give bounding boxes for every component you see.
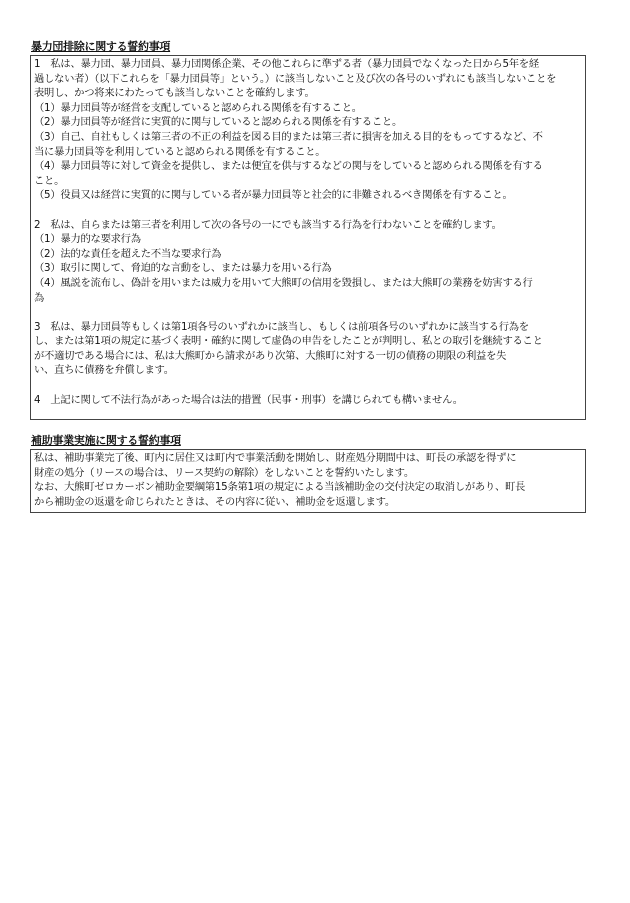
text-line: なお、大熊町ゼロカーボン補助金要綱第15条第1項の規定による当該補助金の交付決定の取消しがあり、町長 (34, 481, 526, 494)
text-line: 4 上記に関して不法行為があった場合は法的措置（民事・刑事）を講じられても構いません。 (34, 393, 463, 406)
spacer (34, 378, 582, 393)
text-line: 過しない者）（以下これらを「暴力団員等」という。）に該当しないこと及び次の各号のいずれにも該当しないことを (34, 72, 557, 85)
text-line: 私は、補助事業完了後、町内に居住又は町内で事業活動を開始し、財産処分期間中は、町長の承認を得ずに (34, 452, 517, 464)
spacer (34, 305, 582, 320)
spacer (34, 203, 582, 218)
text-line: （3）取引に関して、脅迫的な言動をし、または暴力を用いる行為 (34, 262, 332, 275)
subsidy-pledge-box (30, 449, 586, 513)
text-line: （4）風説を流布し、偽計を用いまたは威力を用いて大熊町の信用を毀損し、または大熊町の業務を妨害する行 (34, 276, 533, 289)
text-line: から補助金の返還を命じられたときは、その内容に従い、補助金を返還します。 (34, 495, 395, 508)
text-line: こと。 (34, 174, 65, 187)
text-line: （1）暴力的な要求行為 (34, 233, 141, 246)
section-title-antisocial-pledge: 暴力団排除に関する誓約事項 (31, 40, 171, 53)
text-line: 財産の処分（リースの場合は、リース契約の解除）をしないことを誓約いたします。 (34, 466, 414, 479)
text-line: （2）暴力団員等が経営に実質的に関与していると認められる関係を有すること。 (34, 116, 402, 129)
text-line: （3）自己、自社もしくは第三者の不正の利益を図る目的または第三者に損害を加える目的をもってするなど、不 (34, 130, 543, 143)
text-line: （4）暴力団員等に対して資金を提供し、または便宜を供与するなどの関与をしていると認められる関係を有する (34, 160, 543, 173)
text-line: 当に暴力団員等を利用していると認められる関係を有すること。 (34, 145, 326, 158)
text-line: 為 (34, 291, 45, 304)
antisocial-pledge-box (30, 55, 586, 420)
text-line: い、直ちに債務を弁償します。 (34, 364, 174, 377)
text-line: （1）暴力団員等が経営を支配していると認められる関係を有すること。 (34, 101, 362, 114)
text-line: が不適切である場合には、私は大熊町から請求があり次第、大熊町に対する一切の債務の期限の利益を失 (34, 349, 507, 362)
section-title-subsidy-pledge: 補助事業実施に関する誓約事項 (31, 434, 181, 447)
text-line: 3 私は、暴力団員等もしくは第1項各号のいずれかに該当し、もしくは前項各号のいずれかに該当する行為を (34, 320, 529, 333)
text-line: （2）法的な責任を超えた不当な要求行為 (34, 247, 222, 260)
text-line: し、または第1項の規定に基づく表明・確約に関して虚偽の申告をしたことが判明し、私との取引を継続すること (34, 335, 543, 348)
text-line: 2 私は、自らまたは第三者を利用して次の各号の一にでも該当する行為を行わないことを確約します。 (34, 218, 502, 231)
text-line: 1 私は、暴力団、暴力団員、暴力団関係企業、その他これらに準ずる者（暴力団員でなくなった日から5年を経 (34, 58, 539, 70)
text-line: 表明し、かつ将来にわたっても該当しないことを確約します。 (34, 87, 315, 100)
text-line: （5）役員又は経営に実質的に関与している者が暴力団員等と社会的に非難されるべき関係を有すること。 (34, 189, 513, 202)
